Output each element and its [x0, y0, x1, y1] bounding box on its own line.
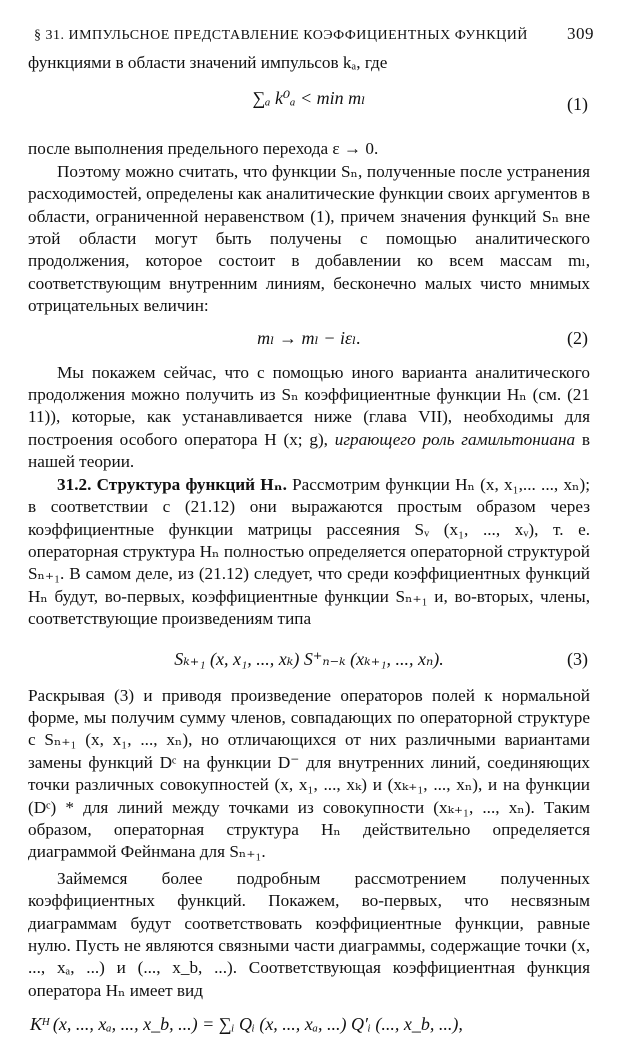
equation-3-number: (3) [567, 648, 588, 669]
subsection-heading: 31.2. Структура функций Hₙ. [57, 474, 287, 494]
equation-4 [28, 1002, 590, 1054]
equation-4-expression: Kᴴ (x, ..., xₐ, ..., x_b, ...) = ∑ᵢ Qᵢ (x, ..., xₐ, ...) Q′ᵢ (..., x_b, ...), [30, 1014, 463, 1035]
paragraph-4 [28, 362, 590, 474]
paragraph-4-end: в нашей теории. [28, 429, 591, 472]
page-number: 309 [567, 24, 594, 43]
running-header [28, 24, 594, 46]
paragraph-3: Поэтому можно считать, что функции Sₙ, полученные после устранения расходимостей, определены как аналитические функции своих аргументов в области, ограниченной неравенством (1), причем значения функций Sₙ вне этой области могут быть получены с помощью аналитического продолжения, которое состоит в добавлении ко всем массам mₗ, соответствующим внутренним линиям, бесконечно малых чисто мнимых отрицательных величин: [28, 161, 590, 316]
equation-2 [28, 318, 590, 362]
equation-1 [28, 74, 590, 138]
paragraph-5 [28, 474, 590, 631]
book-page [28, 24, 594, 1054]
paragraph-4-main: Мы покажем сейчас, что с помощью иного варианта аналитического продолжения можно получить из Sₙ коэффициентные функции Hₙ (см. (21 11)), которые, как устанавливается ниже (глава VII), необходимы для построения особого оператора H (x; g), [28, 362, 590, 449]
paragraph-5-body: Рассмотрим функции Hₙ (x, x₁,... ..., xₙ); в соответствии с (21.12) они выражаются простым образом через коэффициентные функции матрицы рассеяния Sᵥ (x₁, ..., xᵥ), т. е. операторная структура Hₙ полностью определяется операторной структурой Sₙ₊₁. В самом деле, из (21.12) следует, что среди коэффициентных функций Hₙ будут, во-первых, коэффициентные функции Sₙ₊₁ и, во-вторых, члены, соответствующие произведениям типа [28, 474, 590, 629]
paragraph-6: Раскрывая (3) и приводя произведение операторов полей к нормальной форме, мы получим сумму членов, совпадающих по операторной структуре с Sₙ₊₁ (x, x₁, ..., xₙ), но отличающихся от них различными вариантами замены функций Dᶜ на функции D⁻ для внутренних линий, соединяющих точки различных совокупностей (x, x₁, ..., xₖ) и (xₖ₊₁, ..., xₙ), и на функции (Dᶜ) * для линий между точками из совокупности (xₖ₊₁, ..., xₙ). Таким образом, операторная структура Hₙ действительно определяется диаграммой Фейнмана для Sₙ₊₁. [28, 685, 590, 862]
section-title: § 31. ИМПУЛЬСНОЕ ПРЕДСТАВЛЕНИЕ КОЭФФИЦИЕНТНЫХ ФУНКЦИЙ [34, 28, 528, 43]
equation-2-number: (2) [567, 327, 588, 348]
paragraph-4-emphasis: играющего роль гамильтониана [334, 429, 576, 449]
equation-1-number: (1) [567, 94, 588, 115]
equation-3-expression: Sₖ₊₁ (x, x₁, ..., xₖ) S⁺ₙ₋ₖ (xₖ₊₁, ..., xₙ). [174, 648, 444, 669]
equation-2-expression: mₗ → mₗ − iεₗ. [257, 327, 361, 348]
paragraph-2: после выполнения предельного перехода ε → 0. [28, 139, 379, 159]
paragraph-7: Займемся более подробным рассмотрением полученных коэффициентных функций. Покажем, во-первых, что несвязным диаграммам будут соответствовать коэффициентные функции, равные нулю. Пусть не являются связными части диаграммы, содержащие точки (x, ..., xₐ, ...) и (..., x_b, ...). Соответствующая коэффициентная функция оператора Hₙ имеет вид [28, 868, 590, 1000]
equation-1-expression: ∑ₐ k⁰ₐ < min mₗ [252, 88, 366, 109]
equation-3 [28, 631, 590, 685]
paragraph-1: функциями в области значений импульсов kₐ, где [28, 53, 388, 72]
